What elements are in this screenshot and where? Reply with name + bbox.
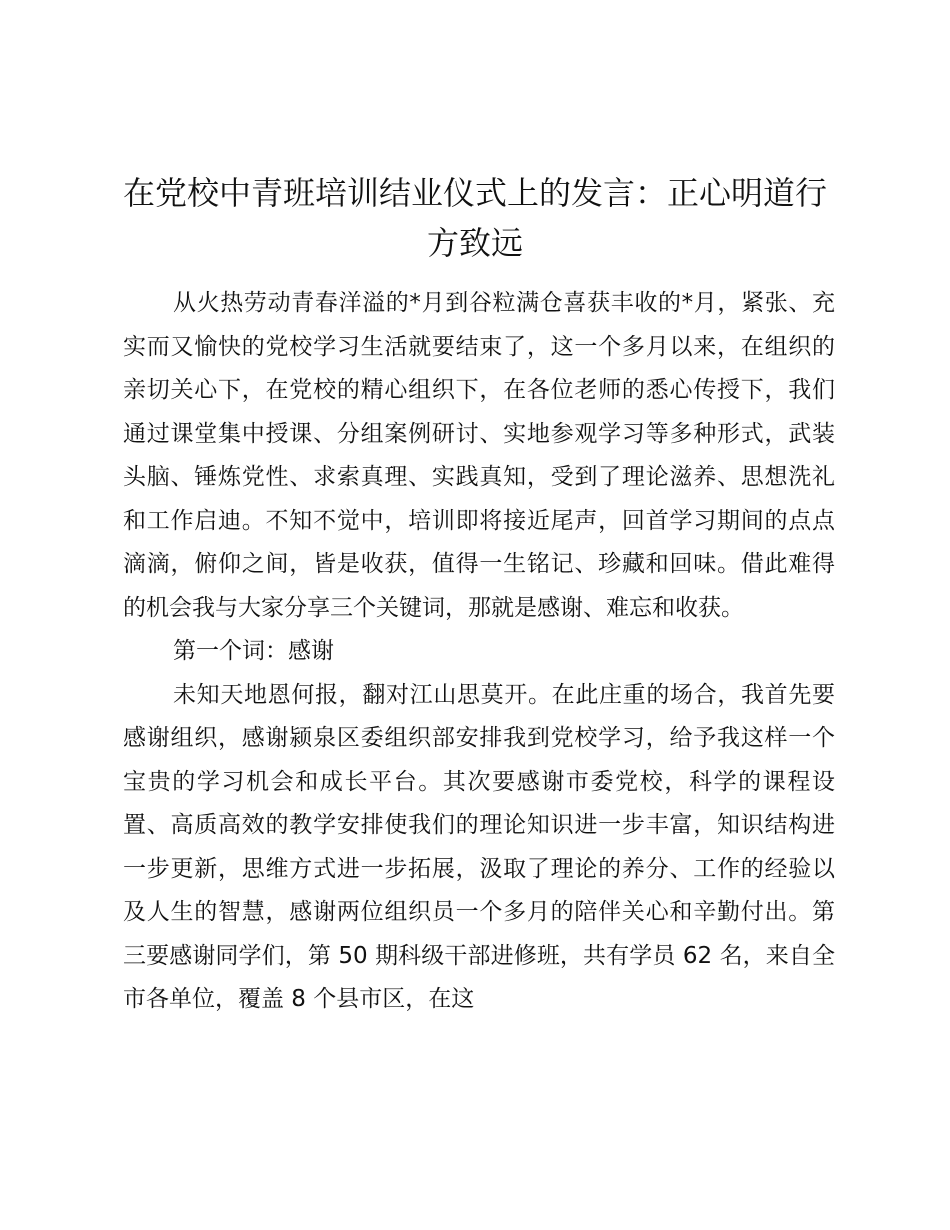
section-heading-thanks: 第一个词：感谢 (173, 638, 334, 664)
document-body (123, 282, 835, 1022)
paragraph-intro: 从火热劳动青春洋溢的*月到谷粒满仓喜获丰收的*月，紧张、充实而又愉快的党校学习生活就要结束了，这一个多月以来，在组织的亲切关心下，在党校的精心组织下，在各位老师的悉心传授下，我们通过课堂集中授课、分组案例研讨、实地参观学习等多种形式，武装头脑、锤炼党性、求索真理、实践真知，受到了理论滋养、思想洗礼和工作启迪。不知不觉中，培训即将接近尾声，回首学习期间的点点滴滴，俯仰之间，皆是收获，值得一生铭记、珍藏和回味。借此难得的机会我与大家分享三个关键词，那就是感谢、难忘和收获。 (123, 290, 835, 621)
paragraph-thanks: 未知天地恩何报，翻对江山思莫开。在此庄重的场合，我首先要感谢组织，感谢颍泉区委组织部安排我到党校学习，给予我这样一个宝贵的学习机会和成长平台。其次要感谢市委党校，科学的课程设置、高质高效的教学安排使我们的理论知识进一步丰富，知识结构进一步更新，思维方式进一步拓展，汲取了理论的养分、工作的经验以及人生的智慧，感谢两位组织员一个多月的陪伴关心和辛勤付出。第三要感谢同学们，第 50 期科级干部进修班，共有学员 62 名，来自全市各单位，覆盖 8 个县市区，在这 (123, 681, 835, 1012)
document-title: 在党校中青班培训结业仪式上的发言：正心明道行方致远 (122, 174, 827, 262)
